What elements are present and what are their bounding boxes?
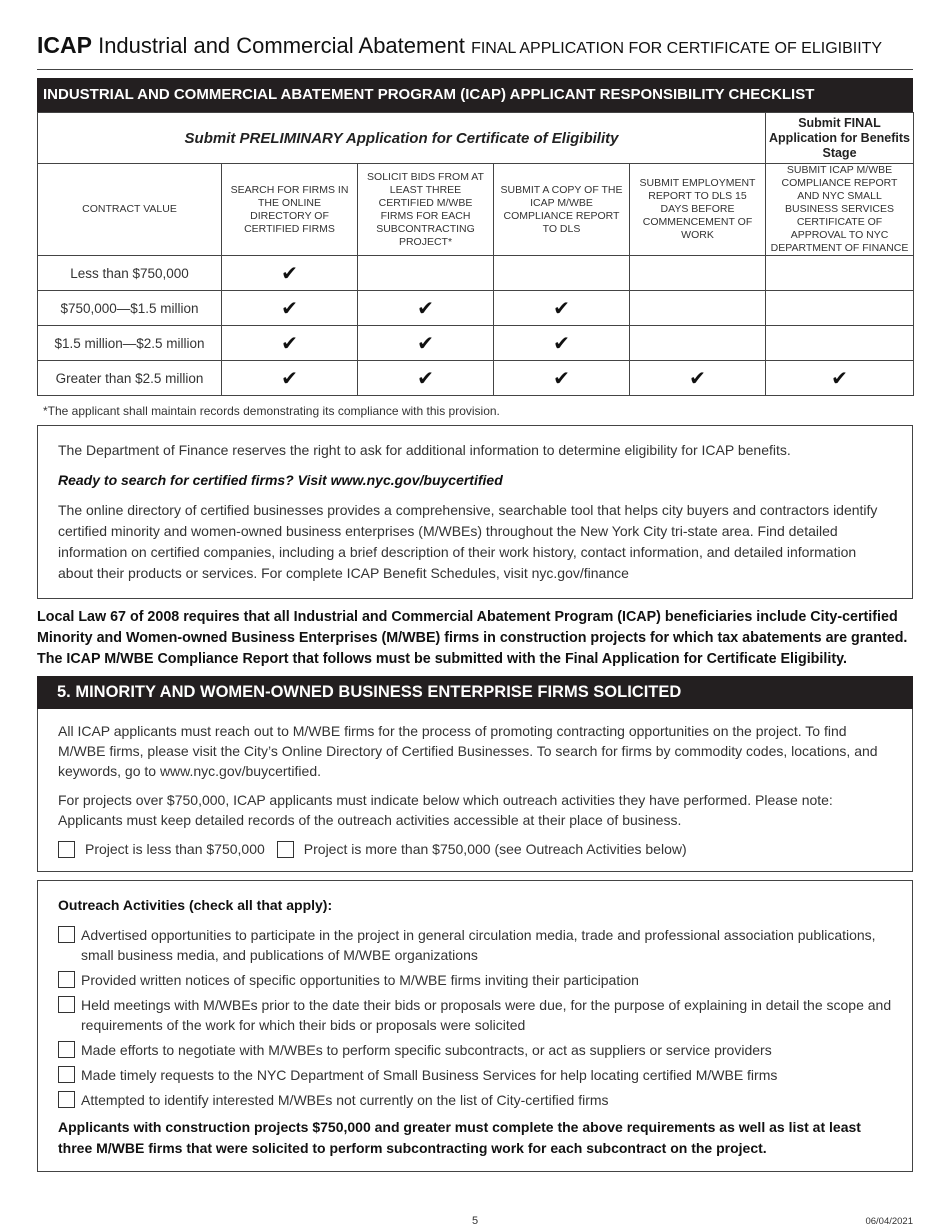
- column-header: SUBMIT A COPY OF THE ICAP M/WBE COMPLIANCE REPORT TO DLS: [494, 164, 630, 256]
- check-mark-icon: ✔: [766, 361, 914, 396]
- outreach-box: [37, 880, 913, 1172]
- revision-date: 06/04/2021: [865, 1216, 913, 1227]
- check-cell: [630, 326, 766, 361]
- outreach-heading: Outreach Activities (check all that apply):: [58, 897, 333, 913]
- check-mark-icon: ✔: [222, 291, 358, 326]
- check-mark-icon: ✔: [222, 326, 358, 361]
- check-mark-icon: ✔: [494, 326, 630, 361]
- check-mark-icon: ✔: [358, 361, 494, 396]
- table-row: [38, 256, 914, 291]
- row-label: Greater than $2.5 million: [38, 361, 222, 396]
- row-label: $1.5 million—$2.5 million: [38, 326, 222, 361]
- check-cell: [766, 291, 914, 326]
- preliminary-header: Submit PRELIMINARY Application for Certificate of Eligibility: [38, 113, 766, 164]
- section-5-paragraph: All ICAP applicants must reach out to M/WBE firms for the process of promoting contracting opportunities on the project. To find M/WBE firms, please visit the City’s Online Directory of Certified Businesses. To search for firms by commodity codes, locations, and keywords, go to www.nyc.gov/buycertified.: [58, 723, 878, 779]
- outreach-item-label: Attempted to identify interested M/WBEs not currently on the list of City-certified firms: [81, 1092, 609, 1108]
- check-cell: [766, 256, 914, 291]
- outreach-checkbox[interactable]: [58, 971, 75, 988]
- column-header: SUBMIT EMPLOYMENT REPORT TO DLS 15 DAYS BEFORE COMMENCEMENT OF WORK: [630, 164, 766, 256]
- outreach-item-label: Advertised opportunities to participate in the project in general circulation media, trade and professional association publications, small business media, and publications of M/WBE organizations: [81, 927, 876, 963]
- directory-description: The online directory of certified businesses provides a comprehensive, searchable tool that helps city buyers and contractors identify certified minority and women-owned business enterprises (M/WBEs) throughout the New York City tri-state area. Find detailed information on certified companies, including a brief description of their work history, contact information, and detailed information about their products or services. For complete ICAP Benefit Schedules, visit nyc.gov/finance: [58, 502, 878, 581]
- list-item: [58, 995, 892, 1035]
- check-cell: [358, 256, 494, 291]
- column-header: SOLICIT BIDS FROM AT LEAST THREE CERTIFIED M/WBE FIRMS FOR EACH SUBCONTRACTING PROJECT*: [358, 164, 494, 256]
- row-label: Less than $750,000: [38, 256, 222, 291]
- column-header: SEARCH FOR FIRMS IN THE ONLINE DIRECTORY OF CERTIFIED FIRMS: [222, 164, 358, 256]
- check-mark-icon: ✔: [222, 256, 358, 291]
- page-header: [37, 30, 913, 64]
- outreach-checkbox[interactable]: [58, 1041, 75, 1058]
- check-mark-icon: ✔: [494, 361, 630, 396]
- buycertified-callout: Ready to search for certified firms? Visit www.nyc.gov/buycertified: [58, 472, 503, 488]
- check-cell: [630, 256, 766, 291]
- project-value-options: [58, 839, 892, 859]
- check-mark-icon: ✔: [630, 361, 766, 396]
- section-5-title: 5. MINORITY AND WOMEN-OWNED BUSINESS ENTERPRISE FIRMS SOLICITED: [37, 676, 913, 709]
- outreach-requirement-note: Applicants with construction projects $750,000 and greater must complete the above requirements as well as list at least three M/WBE firms that were solicited to perform subcontracting work for each subcontract on the project.: [58, 1119, 861, 1156]
- column-header: SUBMIT ICAP M/WBE COMPLIANCE REPORT AND NYC SMALL BUSINESS SERVICES CERTIFICATE OF APPROVAL TO NYC DEPARTMENT OF FINANCE: [766, 164, 914, 256]
- page-number: 5: [471, 1215, 479, 1227]
- check-mark-icon: ✔: [494, 291, 630, 326]
- outreach-checkbox[interactable]: [58, 926, 75, 943]
- check-cell: [766, 326, 914, 361]
- checklist-title: INDUSTRIAL AND COMMERCIAL ABATEMENT PROGRAM (ICAP) APPLICANT RESPONSIBILITY CHECKLIST: [37, 78, 913, 112]
- local-law-notice: Local Law 67 of 2008 requires that all Industrial and Commercial Abatement Program (ICAP) beneficiaries include City-certified Minority and Women-owned Business Enterprises (M/WBE) firms in construction projects for which tax abatements are granted. The ICAP M/WBE Compliance Report that follows must be submitted with the Final Application for Certificate Eligibility.: [37, 609, 908, 667]
- list-item: [58, 1090, 892, 1110]
- row-label: $750,000—$1.5 million: [38, 291, 222, 326]
- project-less-checkbox[interactable]: [58, 841, 75, 858]
- table-row: [38, 361, 914, 396]
- outreach-checkbox[interactable]: [58, 1066, 75, 1083]
- checklist-table: [37, 112, 914, 396]
- final-header: Submit FINAL Application for Benefits Stage: [766, 113, 914, 164]
- info-paragraph: The Department of Finance reserves the right to ask for additional information to determine eligibility for ICAP benefits.: [58, 442, 791, 458]
- page: [37, 30, 913, 1172]
- info-box: [37, 425, 913, 599]
- brand-title: ICAP: [37, 32, 92, 58]
- list-item: [58, 1040, 892, 1060]
- list-item: [58, 1065, 892, 1085]
- checklist-column-row: [38, 164, 914, 256]
- project-less-label: Project is less than $750,000: [85, 841, 265, 857]
- section-5-paragraph: For projects over $750,000, ICAP applicants must indicate below which outreach activities they have performed. Please note: Applicants must keep detailed records of the outreach activities accessible at their place of business.: [58, 792, 833, 828]
- table-row: [38, 326, 914, 361]
- check-mark-icon: ✔: [358, 326, 494, 361]
- check-mark-icon: ✔: [358, 291, 494, 326]
- checklist-footnote: *The applicant shall maintain records demonstrating its compliance with this provision.: [43, 404, 500, 418]
- checklist-stage-row: [38, 113, 914, 164]
- program-title: Industrial and Commercial Abatement: [98, 33, 465, 58]
- header-divider: [37, 69, 913, 70]
- list-item: [58, 925, 892, 965]
- outreach-item-label: Held meetings with M/WBEs prior to the date their bids or proposals were due, for the purpose of explaining in detail the scope and requirements of the work for which their bids or proposals were solicited: [81, 997, 892, 1033]
- outreach-checkbox[interactable]: [58, 1091, 75, 1108]
- project-more-label: Project is more than $750,000 (see Outreach Activities below): [303, 841, 687, 857]
- column-header: CONTRACT VALUE: [38, 164, 222, 256]
- table-row: [38, 291, 914, 326]
- outreach-item-label: Made timely requests to the NYC Department of Small Business Services for help locating certified M/WBE firms: [81, 1067, 778, 1083]
- outreach-item-label: Provided written notices of specific opportunities to M/WBE firms inviting their participation: [81, 972, 639, 988]
- list-item: [58, 970, 892, 990]
- check-cell: [494, 256, 630, 291]
- section-5-body: [37, 709, 913, 872]
- form-title: FINAL APPLICATION FOR CERTIFICATE OF ELIGIBIITY: [471, 40, 883, 57]
- check-mark-icon: ✔: [222, 361, 358, 396]
- check-cell: [630, 291, 766, 326]
- project-more-checkbox[interactable]: [277, 841, 294, 858]
- outreach-item-label: Made efforts to negotiate with M/WBEs to perform specific subcontracts, or act as suppliers or service providers: [81, 1042, 772, 1058]
- outreach-checkbox[interactable]: [58, 996, 75, 1013]
